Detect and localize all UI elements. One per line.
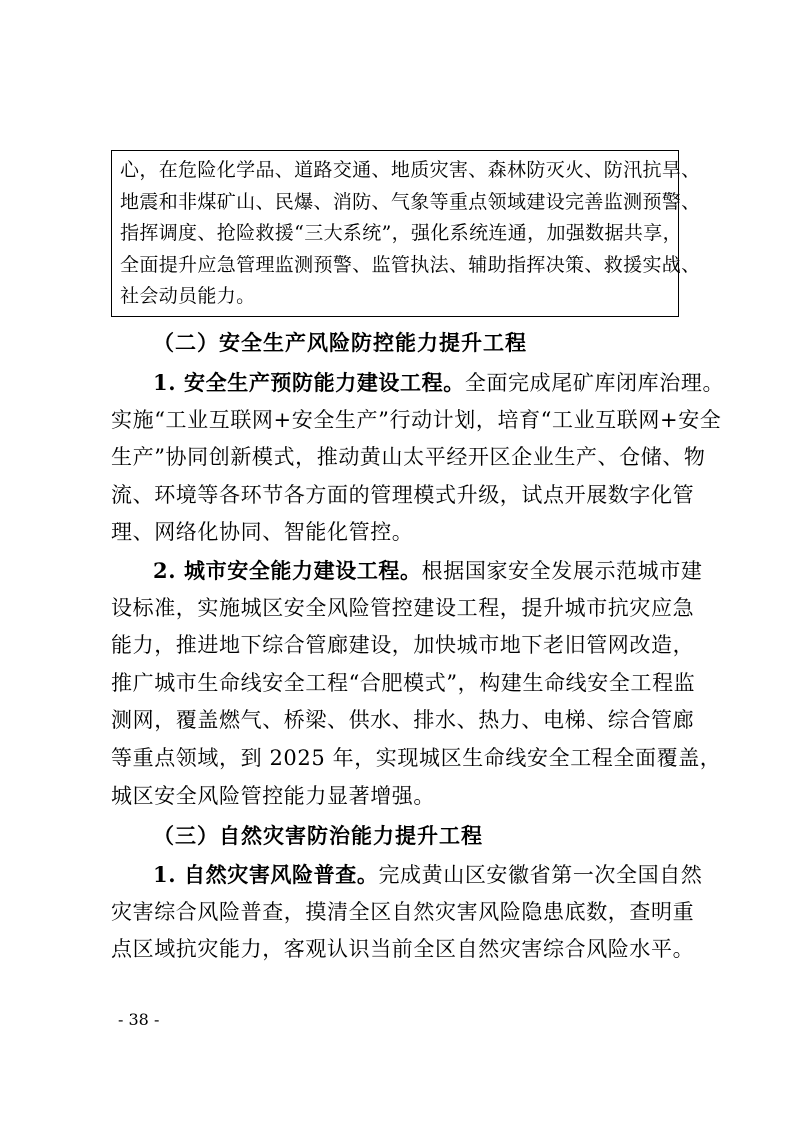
- section2-item2-paragraph: [111, 552, 722, 815]
- paragraph-line: 能力，推进地下综合管廊建设，加快城市地下老旧管网改造，: [111, 633, 695, 658]
- item-text: 完成黄山区安徽省第一次全国自然: [378, 863, 703, 887]
- paragraph-line: 理、网络化协同、智能化管控。: [111, 520, 414, 545]
- paragraph-line: 等重点领域，到 2025 年，实现城区生命线安全工程全面覆盖，: [111, 745, 722, 770]
- item-text: 根据国家安全发展示范城市建: [421, 559, 703, 583]
- paragraph-line: 测网，覆盖燃气、桥梁、供水、排水、热力、电梯、综合管廊: [111, 708, 695, 733]
- paragraph-line: 灾害综合风险普查，摸清全区自然灾害风险隐患底数，查明重: [111, 899, 695, 924]
- paragraph-line: 城区安全风险管控能力显著增强。: [111, 783, 435, 808]
- item-title: 1. 安全生产预防能力建设工程。: [153, 370, 465, 395]
- box-line: 全面提升应急管理监测预警、监管执法、辅助指挥决策、救援实战、: [120, 253, 701, 276]
- box-line: 心，在危险化学品、道路交通、地质灾害、森林防灭火、防汛抗旱、: [120, 159, 701, 181]
- section-heading-2: （二）安全生产风险防控能力提升工程: [153, 330, 527, 355]
- section2-item1-paragraph: [111, 364, 725, 552]
- paragraph-line: 设标准，实施城区安全风险管控建设工程，提升城市抗灾应急: [111, 595, 695, 620]
- section3-item1-paragraph: [111, 856, 703, 969]
- paragraph-line: 生产”协同创新模式，推动黄山太平经开区企业生产、仓储、物: [111, 445, 706, 470]
- box-line: 指挥调度、抢险救援“三大系统”，强化系统连通，加强数据共享，: [120, 222, 682, 244]
- paragraph-line: 实施“工业互联网+安全生产”行动计划，培育“工业互联网+安全: [111, 407, 722, 432]
- section-heading-3: （三）自然灾害防治能力提升工程: [153, 823, 483, 848]
- boxed-paragraph: [111, 150, 701, 317]
- item-text: 全面完成尾矿库闭库治理。: [464, 371, 725, 395]
- paragraph-line: 推广城市生命线安全工程“合肥模式”，构建生命线安全工程监: [111, 670, 696, 695]
- box-line: 地震和非煤矿山、民爆、消防、气象等重点领域建设完善监测预警、: [120, 190, 701, 213]
- page-number: - 38 -: [118, 1010, 160, 1029]
- paragraph-line: 点区域抗灾能力，客观认识当前全区自然灾害综合风险水平。: [111, 937, 695, 962]
- paragraph-line: 流、环境等各环节各方面的管理模式升级，试点开展数字化管: [111, 482, 695, 507]
- box-line: 社会动员能力。: [120, 285, 256, 307]
- item-title: 2. 城市安全能力建设工程。: [153, 558, 422, 583]
- item-title: 1. 自然灾害风险普查。: [153, 862, 379, 887]
